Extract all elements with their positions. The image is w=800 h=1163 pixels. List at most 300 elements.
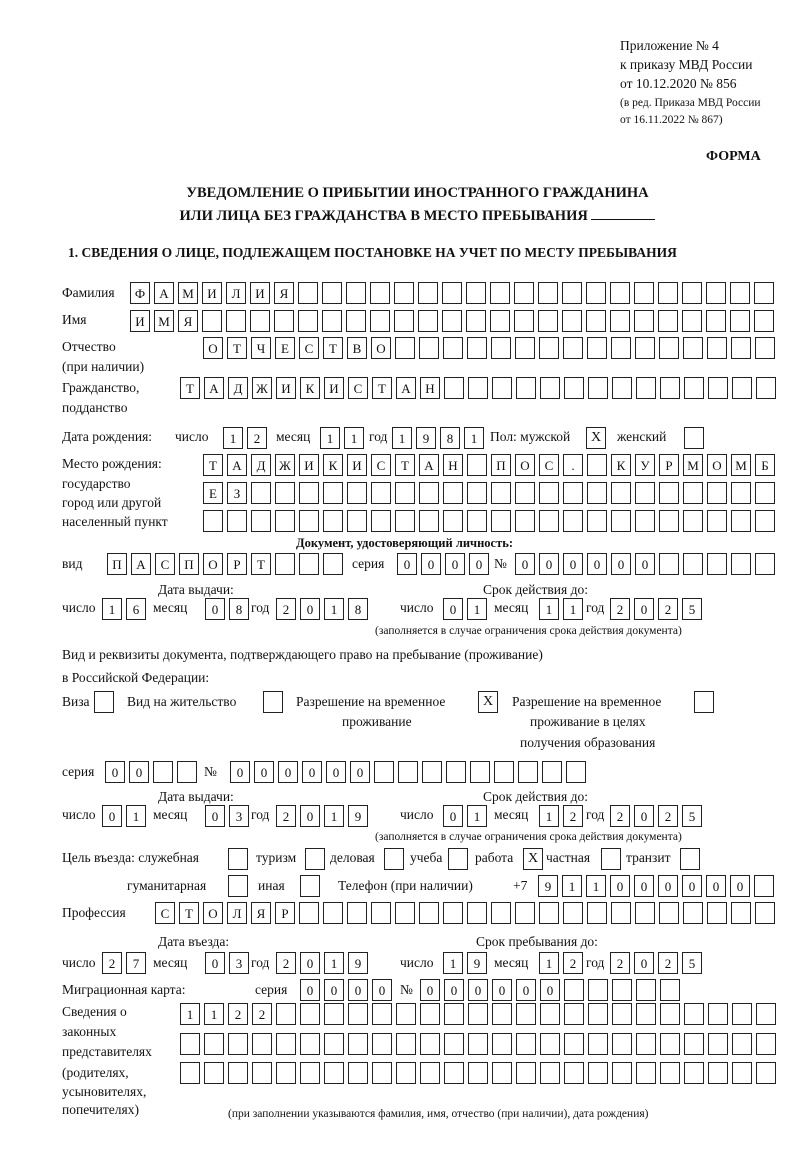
mc-number-field[interactable] [420,979,680,1001]
char-cell[interactable] [516,377,536,399]
char-cell[interactable] [300,1003,320,1025]
char-cell[interactable]: 1 [539,805,559,827]
char-cell[interactable] [348,1062,368,1084]
char-cell[interactable] [420,1033,440,1055]
char-cell[interactable]: Р [659,454,679,476]
char-cell[interactable]: 2 [247,427,267,449]
char-cell[interactable] [612,979,632,1001]
char-cell[interactable] [324,1033,344,1055]
mc-series-field[interactable] [300,979,392,1001]
char-cell[interactable]: . [563,454,583,476]
char-cell[interactable]: 0 [469,553,489,575]
representatives-field-1[interactable] [180,1003,776,1025]
char-cell[interactable] [372,1003,392,1025]
char-cell[interactable]: Ж [275,454,295,476]
char-cell[interactable] [470,761,490,783]
char-cell[interactable] [659,902,679,924]
char-cell[interactable] [588,979,608,1001]
char-cell[interactable]: Т [323,337,343,359]
char-cell[interactable] [419,482,439,504]
char-cell[interactable]: О [707,454,727,476]
right-series-field[interactable] [105,761,197,783]
char-cell[interactable] [563,510,583,532]
char-cell[interactable]: 0 [278,761,298,783]
char-cell[interactable] [588,1003,608,1025]
char-cell[interactable] [635,510,655,532]
char-cell[interactable]: 2 [102,952,122,974]
char-cell[interactable]: 0 [468,979,488,1001]
char-cell[interactable]: 0 [611,553,631,575]
char-cell[interactable] [468,377,488,399]
purpose-work-checkbox[interactable]: X [523,848,543,870]
char-cell[interactable]: Л [227,902,247,924]
char-cell[interactable]: 0 [516,979,536,1001]
char-cell[interactable]: 1 [467,805,487,827]
char-cell[interactable]: 8 [440,427,460,449]
char-cell[interactable]: 1 [324,598,344,620]
char-cell[interactable] [611,902,631,924]
char-cell[interactable] [683,902,703,924]
char-cell[interactable]: Т [203,454,223,476]
char-cell[interactable]: А [419,454,439,476]
char-cell[interactable] [324,1062,344,1084]
char-cell[interactable] [396,1003,416,1025]
birthplace-field-1[interactable] [203,454,775,476]
char-cell[interactable] [275,553,295,575]
char-cell[interactable]: К [323,454,343,476]
char-cell[interactable]: 0 [397,553,417,575]
right-number-field[interactable] [230,761,586,783]
char-cell[interactable] [564,1033,584,1055]
id-number-field[interactable] [515,553,775,575]
char-cell[interactable] [707,482,727,504]
char-cell[interactable] [492,1003,512,1025]
char-cell[interactable] [708,377,728,399]
char-cell[interactable]: Т [227,337,247,359]
char-cell[interactable]: 0 [515,553,535,575]
char-cell[interactable] [540,1062,560,1084]
char-cell[interactable] [706,310,726,332]
char-cell[interactable] [515,510,535,532]
char-cell[interactable] [756,1033,776,1055]
char-cell[interactable] [562,282,582,304]
char-cell[interactable] [731,902,751,924]
char-cell[interactable]: И [276,377,296,399]
char-cell[interactable] [442,282,462,304]
char-cell[interactable] [374,761,394,783]
char-cell[interactable] [564,979,584,1001]
char-cell[interactable] [660,1062,680,1084]
char-cell[interactable] [755,337,775,359]
char-cell[interactable]: 2 [276,952,296,974]
char-cell[interactable]: 0 [254,761,274,783]
char-cell[interactable]: 0 [634,598,654,620]
char-cell[interactable]: 0 [350,761,370,783]
representatives-field-2[interactable] [180,1033,776,1055]
char-cell[interactable] [635,482,655,504]
char-cell[interactable] [298,282,318,304]
char-cell[interactable] [443,902,463,924]
char-cell[interactable] [420,1062,440,1084]
char-cell[interactable]: 0 [348,979,368,1001]
char-cell[interactable]: 5 [682,805,702,827]
char-cell[interactable] [756,1003,776,1025]
char-cell[interactable]: 0 [587,553,607,575]
char-cell[interactable] [539,482,559,504]
char-cell[interactable]: 2 [228,1003,248,1025]
char-cell[interactable] [684,1062,704,1084]
char-cell[interactable] [491,510,511,532]
char-cell[interactable] [659,482,679,504]
char-cell[interactable] [177,761,197,783]
char-cell[interactable] [683,510,703,532]
char-cell[interactable]: 2 [563,952,583,974]
char-cell[interactable] [444,1003,464,1025]
char-cell[interactable] [611,510,631,532]
char-cell[interactable] [564,377,584,399]
char-cell[interactable] [251,482,271,504]
char-cell[interactable] [298,310,318,332]
char-cell[interactable] [586,310,606,332]
char-cell[interactable] [394,282,414,304]
char-cell[interactable] [539,337,559,359]
char-cell[interactable]: П [179,553,199,575]
id-kind-field[interactable] [107,553,343,575]
char-cell[interactable] [322,310,342,332]
char-cell[interactable] [636,1033,656,1055]
char-cell[interactable]: 1 [126,805,146,827]
char-cell[interactable]: 0 [205,598,225,620]
char-cell[interactable] [707,553,727,575]
char-cell[interactable]: С [299,337,319,359]
char-cell[interactable] [492,377,512,399]
char-cell[interactable]: А [131,553,151,575]
char-cell[interactable] [732,1062,752,1084]
char-cell[interactable]: 1 [539,598,559,620]
char-cell[interactable] [754,310,774,332]
char-cell[interactable] [587,902,607,924]
char-cell[interactable] [588,1062,608,1084]
char-cell[interactable] [539,510,559,532]
char-cell[interactable] [756,1062,776,1084]
char-cell[interactable] [636,377,656,399]
visa-checkbox[interactable] [94,691,114,713]
char-cell[interactable] [564,1062,584,1084]
char-cell[interactable] [300,1062,320,1084]
char-cell[interactable]: 9 [467,952,487,974]
char-cell[interactable]: 0 [420,979,440,1001]
char-cell[interactable]: 5 [682,598,702,620]
purpose-business-checkbox[interactable] [384,848,404,870]
char-cell[interactable] [659,337,679,359]
purpose-tourism-checkbox[interactable] [305,848,325,870]
char-cell[interactable]: Д [228,377,248,399]
char-cell[interactable]: И [250,282,270,304]
char-cell[interactable] [586,282,606,304]
char-cell[interactable] [203,510,223,532]
char-cell[interactable] [684,1003,704,1025]
char-cell[interactable]: Т [180,377,200,399]
char-cell[interactable]: 0 [634,952,654,974]
char-cell[interactable] [346,310,366,332]
char-cell[interactable] [562,310,582,332]
char-cell[interactable]: И [324,377,344,399]
char-cell[interactable] [299,510,319,532]
char-cell[interactable] [731,337,751,359]
char-cell[interactable] [370,282,390,304]
char-cell[interactable]: 2 [276,805,296,827]
char-cell[interactable]: К [300,377,320,399]
birth-day-field[interactable] [223,427,267,449]
char-cell[interactable] [276,1003,296,1025]
char-cell[interactable]: 1 [586,875,606,897]
char-cell[interactable] [228,1062,248,1084]
char-cell[interactable] [754,282,774,304]
char-cell[interactable]: 0 [443,805,463,827]
char-cell[interactable] [466,310,486,332]
char-cell[interactable]: Т [395,454,415,476]
char-cell[interactable]: 0 [300,805,320,827]
id-issue-year-field[interactable] [276,598,368,620]
char-cell[interactable]: О [515,454,535,476]
char-cell[interactable]: 0 [326,761,346,783]
char-cell[interactable]: 2 [658,805,678,827]
char-cell[interactable] [635,337,655,359]
char-cell[interactable] [755,482,775,504]
char-cell[interactable] [444,377,464,399]
char-cell[interactable] [372,1033,392,1055]
char-cell[interactable] [276,1062,296,1084]
char-cell[interactable]: Ч [251,337,271,359]
char-cell[interactable]: И [202,282,222,304]
char-cell[interactable]: А [204,377,224,399]
char-cell[interactable] [300,1033,320,1055]
char-cell[interactable] [251,510,271,532]
char-cell[interactable] [419,902,439,924]
char-cell[interactable] [730,282,750,304]
char-cell[interactable] [731,553,751,575]
char-cell[interactable] [731,482,751,504]
char-cell[interactable] [707,902,727,924]
char-cell[interactable] [228,1033,248,1055]
char-cell[interactable]: З [227,482,247,504]
char-cell[interactable]: 0 [540,979,560,1001]
char-cell[interactable] [518,761,538,783]
char-cell[interactable]: В [347,337,367,359]
stay-month-field[interactable] [539,952,583,974]
char-cell[interactable] [563,482,583,504]
char-cell[interactable]: 0 [324,979,344,1001]
char-cell[interactable] [491,482,511,504]
residence-permit-checkbox[interactable] [263,691,283,713]
char-cell[interactable]: 1 [180,1003,200,1025]
char-cell[interactable] [443,337,463,359]
char-cell[interactable]: 3 [229,805,249,827]
char-cell[interactable] [658,310,678,332]
purpose-private-checkbox[interactable] [601,848,621,870]
char-cell[interactable]: 1 [324,805,344,827]
char-cell[interactable] [180,1062,200,1084]
char-cell[interactable]: М [731,454,751,476]
char-cell[interactable]: 0 [730,875,750,897]
char-cell[interactable] [494,761,514,783]
char-cell[interactable]: О [203,337,223,359]
char-cell[interactable] [516,1033,536,1055]
char-cell[interactable] [348,1003,368,1025]
char-cell[interactable]: О [203,902,223,924]
char-cell[interactable] [660,377,680,399]
char-cell[interactable] [420,1003,440,1025]
purpose-official-checkbox[interactable] [228,848,248,870]
birthplace-field-3[interactable] [203,510,775,532]
char-cell[interactable] [252,1033,272,1055]
char-cell[interactable]: С [348,377,368,399]
char-cell[interactable] [564,1003,584,1025]
char-cell[interactable]: 1 [539,952,559,974]
char-cell[interactable] [515,902,535,924]
char-cell[interactable]: С [155,553,175,575]
sex-female-checkbox[interactable] [684,427,704,449]
char-cell[interactable] [610,282,630,304]
char-cell[interactable] [371,482,391,504]
surname-field[interactable] [130,282,774,304]
char-cell[interactable]: Я [251,902,271,924]
char-cell[interactable] [515,482,535,504]
char-cell[interactable] [755,510,775,532]
char-cell[interactable]: 0 [658,875,678,897]
patronymic-field[interactable] [203,337,775,359]
char-cell[interactable]: Л [226,282,246,304]
char-cell[interactable] [394,310,414,332]
char-cell[interactable]: Р [275,902,295,924]
char-cell[interactable]: М [178,282,198,304]
place-blank[interactable] [591,205,655,220]
char-cell[interactable] [515,337,535,359]
char-cell[interactable]: Е [275,337,295,359]
char-cell[interactable] [612,377,632,399]
char-cell[interactable] [323,510,343,532]
right-issue-day-field[interactable] [102,805,146,827]
char-cell[interactable]: 7 [126,952,146,974]
name-field[interactable] [130,310,774,332]
char-cell[interactable] [418,282,438,304]
char-cell[interactable] [492,1033,512,1055]
char-cell[interactable]: 0 [634,805,654,827]
char-cell[interactable] [587,454,607,476]
char-cell[interactable] [634,282,654,304]
char-cell[interactable] [563,337,583,359]
char-cell[interactable]: 0 [706,875,726,897]
char-cell[interactable] [204,1033,224,1055]
char-cell[interactable]: 1 [562,875,582,897]
right-valid-day-field[interactable] [443,805,487,827]
char-cell[interactable] [660,1003,680,1025]
char-cell[interactable]: 0 [102,805,122,827]
char-cell[interactable]: 0 [205,952,225,974]
char-cell[interactable]: О [203,553,223,575]
char-cell[interactable] [732,1003,752,1025]
char-cell[interactable]: 1 [443,952,463,974]
char-cell[interactable]: 0 [443,598,463,620]
char-cell[interactable]: Т [372,377,392,399]
char-cell[interactable]: П [107,553,127,575]
char-cell[interactable] [566,761,586,783]
char-cell[interactable] [274,310,294,332]
char-cell[interactable]: 1 [324,952,344,974]
char-cell[interactable] [540,1003,560,1025]
char-cell[interactable]: Н [420,377,440,399]
id-valid-month-field[interactable] [539,598,583,620]
char-cell[interactable] [252,1062,272,1084]
right-issue-month-field[interactable] [205,805,249,827]
char-cell[interactable]: 6 [126,598,146,620]
char-cell[interactable] [636,979,656,1001]
char-cell[interactable] [540,377,560,399]
char-cell[interactable]: 1 [344,427,364,449]
char-cell[interactable] [707,337,727,359]
char-cell[interactable]: 8 [229,598,249,620]
char-cell[interactable] [732,1033,752,1055]
stay-day-field[interactable] [443,952,487,974]
purpose-other-checkbox[interactable] [300,875,320,897]
char-cell[interactable]: У [635,454,655,476]
char-cell[interactable]: И [299,454,319,476]
birth-year-field[interactable] [392,427,484,449]
sex-male-checkbox[interactable]: X [586,427,606,449]
id-issue-day-field[interactable] [102,598,146,620]
char-cell[interactable] [588,1033,608,1055]
entry-day-field[interactable] [102,952,146,974]
char-cell[interactable]: Я [274,282,294,304]
char-cell[interactable]: 1 [464,427,484,449]
char-cell[interactable]: 0 [563,553,583,575]
char-cell[interactable]: С [539,454,559,476]
char-cell[interactable] [444,1033,464,1055]
char-cell[interactable]: 1 [563,598,583,620]
char-cell[interactable]: 0 [445,553,465,575]
char-cell[interactable]: 0 [444,979,464,1001]
char-cell[interactable]: 1 [102,598,122,620]
char-cell[interactable] [468,1033,488,1055]
purpose-humanitarian-checkbox[interactable] [228,875,248,897]
char-cell[interactable] [466,282,486,304]
char-cell[interactable]: 1 [223,427,243,449]
purpose-transit-checkbox[interactable] [680,848,700,870]
char-cell[interactable] [587,482,607,504]
char-cell[interactable] [347,902,367,924]
right-valid-year-field[interactable] [610,805,702,827]
char-cell[interactable] [226,310,246,332]
char-cell[interactable] [610,310,630,332]
char-cell[interactable]: 2 [610,952,630,974]
char-cell[interactable] [660,1033,680,1055]
char-cell[interactable] [275,510,295,532]
right-issue-year-field[interactable] [276,805,368,827]
char-cell[interactable]: 0 [105,761,125,783]
char-cell[interactable]: С [155,902,175,924]
char-cell[interactable] [275,482,295,504]
char-cell[interactable] [468,1003,488,1025]
char-cell[interactable]: 2 [252,1003,272,1025]
char-cell[interactable] [323,482,343,504]
id-valid-day-field[interactable] [443,598,487,620]
char-cell[interactable] [443,482,463,504]
char-cell[interactable] [514,282,534,304]
char-cell[interactable]: Т [251,553,271,575]
char-cell[interactable]: 2 [276,598,296,620]
char-cell[interactable] [755,902,775,924]
char-cell[interactable]: Т [179,902,199,924]
